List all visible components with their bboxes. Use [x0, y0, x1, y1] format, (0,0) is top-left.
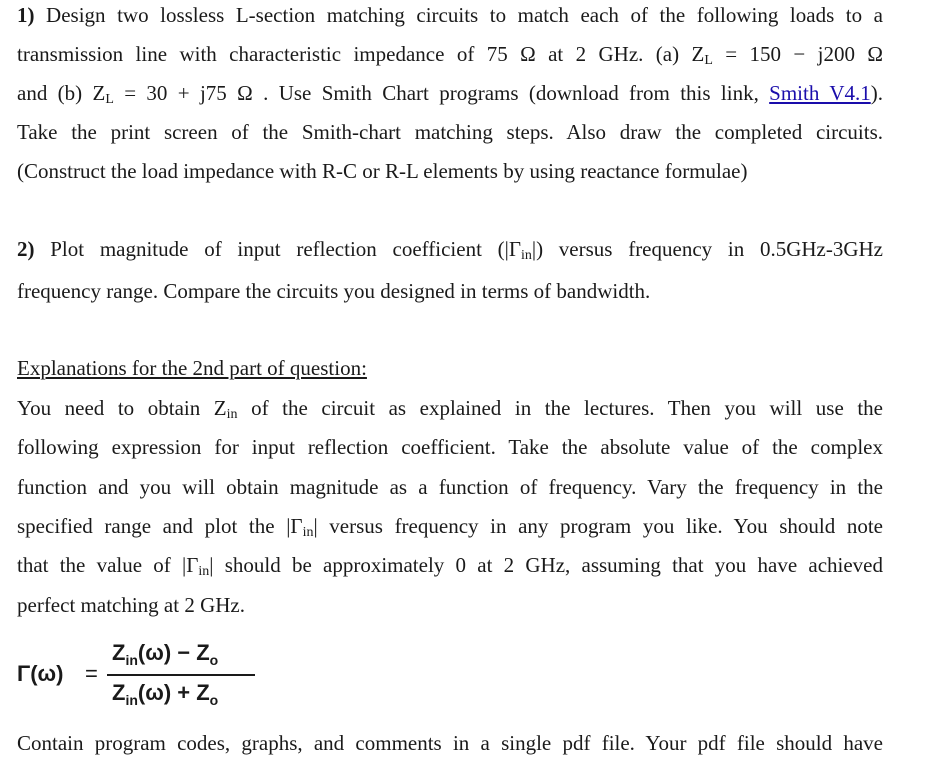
explanation-line-3: function and you will obtain magnitude as a function of frequency. Vary the frequency in the [17, 475, 883, 499]
q2-line-2: frequency range. Compare the circuits you designed in terms of bandwidth. [17, 279, 651, 303]
q2-line-1: 2) Plot magnitude of input reflection coefficient $(|\Gamma_{in}|)$ versus frequency in 0.5GHz-3GHz [17, 237, 883, 263]
q1-line-1: 1) Design two lossless L-section matching circuits to match each of the following loads to a [17, 3, 883, 27]
formula-equals: = [85, 661, 98, 686]
q1-line-5: (Construct the load impedance with R-C or R-L elements by using reactance formulae) [17, 159, 748, 183]
formula-denominator: $Z_{in}(\omega) + Z_o$ [112, 680, 219, 708]
formula-numerator: $Z_{in}(\omega) - Z_o$ [112, 640, 219, 668]
explanation-line-2: following expression for input reflection coefficient. Take the absolute value of the complex [17, 435, 883, 459]
explanation-line-6: perfect matching at 2 GHz. [17, 593, 245, 617]
q1-line-3: and (b) $Z_L = 30 + j75$ Ω . Use Smith Chart programs (download from this link, Smith V4.1). [17, 81, 883, 107]
explanation-line-4: specified range and plot the $|\Gamma_{in}|$ versus frequency in any program you like. You should note [17, 514, 884, 540]
smith-chart-download-link[interactable]: Smith V4.1 [769, 81, 871, 105]
q1-line-4: Take the print screen of the Smith-chart matching steps. Also draw the completed circuits. [17, 120, 883, 144]
explanation-heading: Explanations for the 2nd part of question: [17, 356, 367, 380]
explanation-line-1: You need to obtain $Z_{in}$ of the circuit as explained in the lectures. Then you will use the [17, 396, 883, 422]
q1-line-2: transmission line with characteristic impedance of 75 Ω at 2 GHz. (a) $Z_L = 150 - j200$ Ω [17, 42, 883, 68]
reflection-coefficient-formula [17, 636, 317, 712]
q2-number: 2) [17, 237, 35, 261]
explanation-line-5: that the value of $|\Gamma_{in}|$ should be approximately 0 at 2 GHz, assuming that you have achieved [17, 553, 884, 579]
fraction-bar [107, 674, 255, 676]
q1-number: 1) [17, 3, 35, 27]
footer-line-1: Contain program codes, graphs, and comments in a single pdf file. Your pdf file should have [17, 731, 883, 755]
formula-lhs: Γ(ω) [17, 661, 64, 686]
